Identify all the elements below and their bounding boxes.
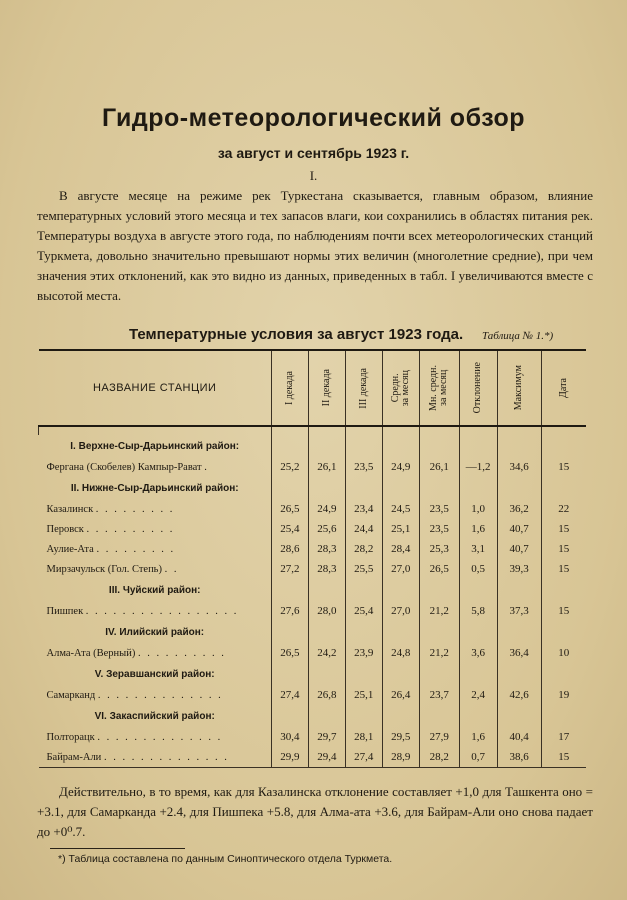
page-subtitle: за август и сентябрь 1923 г. [217,145,410,161]
district-row: IV. Илийский район: [39,621,587,643]
intro-paragraph: В августе месяце на режиме рек Туркестана сказывается, главным образом, влияние температурных условий этого месяца и тех запасов влаги, кои сохранились в областях питания рек. Температуры воздуха в августе этого года, по наблюдениям почти всех метеорологических станций Туркмета, довольно значительно превышают нормы этих величин (многолетние средние), при чем значения этих отклонений, как это видно из данных, приведенных в табл. I увеличиваются вместе с высотой места. [37,188,593,303]
table-row: Пишпек . . . . . . . . . . . . . . . . . 27,6 28,0 25,4 27,0 21,2 5,8 37,3 15 [39,601,587,621]
table-title: Температурные условия за август 1923 года. [129,326,464,343]
table-row: Фергана (Скобелев) Кампыр-Рават . 25,2 26,1 23,5 24,9 26,1 —1,2 34,6 15 [39,457,587,477]
table-row: Казалинск . . . . . . . . . 26,5 24,9 23,4 24,5 23,5 1,0 36,2 22 [39,499,587,519]
table-header-row [39,350,587,426]
temperature-table [38,349,586,768]
footnote: *) Таблица составлена по данным Синоптического отдела Туркмета. [58,853,393,865]
header-decade-2: II декада [308,350,345,426]
table-row: Аулие-Ата . . . . . . . . . 28,6 28,3 28,2 28,4 25,3 3,1 40,7 15 [39,539,587,559]
table-number: Таблица № 1.*) [482,330,554,342]
page-title: Гидро-метеорологический обзор [101,104,526,132]
header-station-name: НАЗВАНИЕ СТАНЦИИ [39,350,272,426]
table-row: Самарканд . . . . . . . . . . . . . . 27,4 26,8 25,1 26,4 23,7 2,4 42,6 19 [39,685,587,705]
table-row: Полторацк . . . . . . . . . . . . . . 30,4 29,7 28,1 29,5 27,9 1,6 40,4 17 [39,727,587,747]
header-monthly-avg: Средн. за месяц [382,350,419,426]
table-row: Мирзачульск (Гол. Степь) . . 27,2 28,3 25,5 27,0 26,5 0,5 39,3 15 [39,559,587,579]
district-row: I. Верхне-Сыр-Дарьинский район: [39,435,587,457]
district-row: V. Зеравшанский район: [39,663,587,685]
footnote-rule [50,848,185,849]
district-row: VI. Закаспийский район: [39,705,587,727]
table-row: Алма-Ата (Верный) . . . . . . . . . . 26,5 24,2 23,9 24,8 21,2 3,6 36,4 10 [39,643,587,663]
header-deviation: Отклонение [459,350,497,426]
header-decade-1: I декада [271,350,308,426]
conclusion-paragraph: Действительно, в то время, как для Казалинска отклонение составляет +1,0 для Ташкента оно = +3.1, для Самарканда +2.4, для Пишпека +5.8, для Алма-ата +3.6, для Байрам-Али оно снова падает до +0⁰.7. [37,784,593,839]
district-row: II. Нижне-Сыр-Дарьинский район: [39,477,587,499]
header-longterm-avg: Мн. средн. за месяц [419,350,459,426]
table-row: Перовск . . . . . . . . . . 25,4 25,6 24,4 25,1 23,5 1,6 40,7 15 [39,519,587,539]
table-row: Байрам-Али . . . . . . . . . . . . . . 29,9 29,4 27,4 28,9 28,2 0,7 38,6 15 [39,747,587,768]
header-maximum: Максимум [497,350,541,426]
district-row: III. Чуйский район: [39,579,587,601]
header-decade-3: III декада [345,350,382,426]
section-number: I. [309,168,318,183]
header-date: Дата [541,350,586,426]
